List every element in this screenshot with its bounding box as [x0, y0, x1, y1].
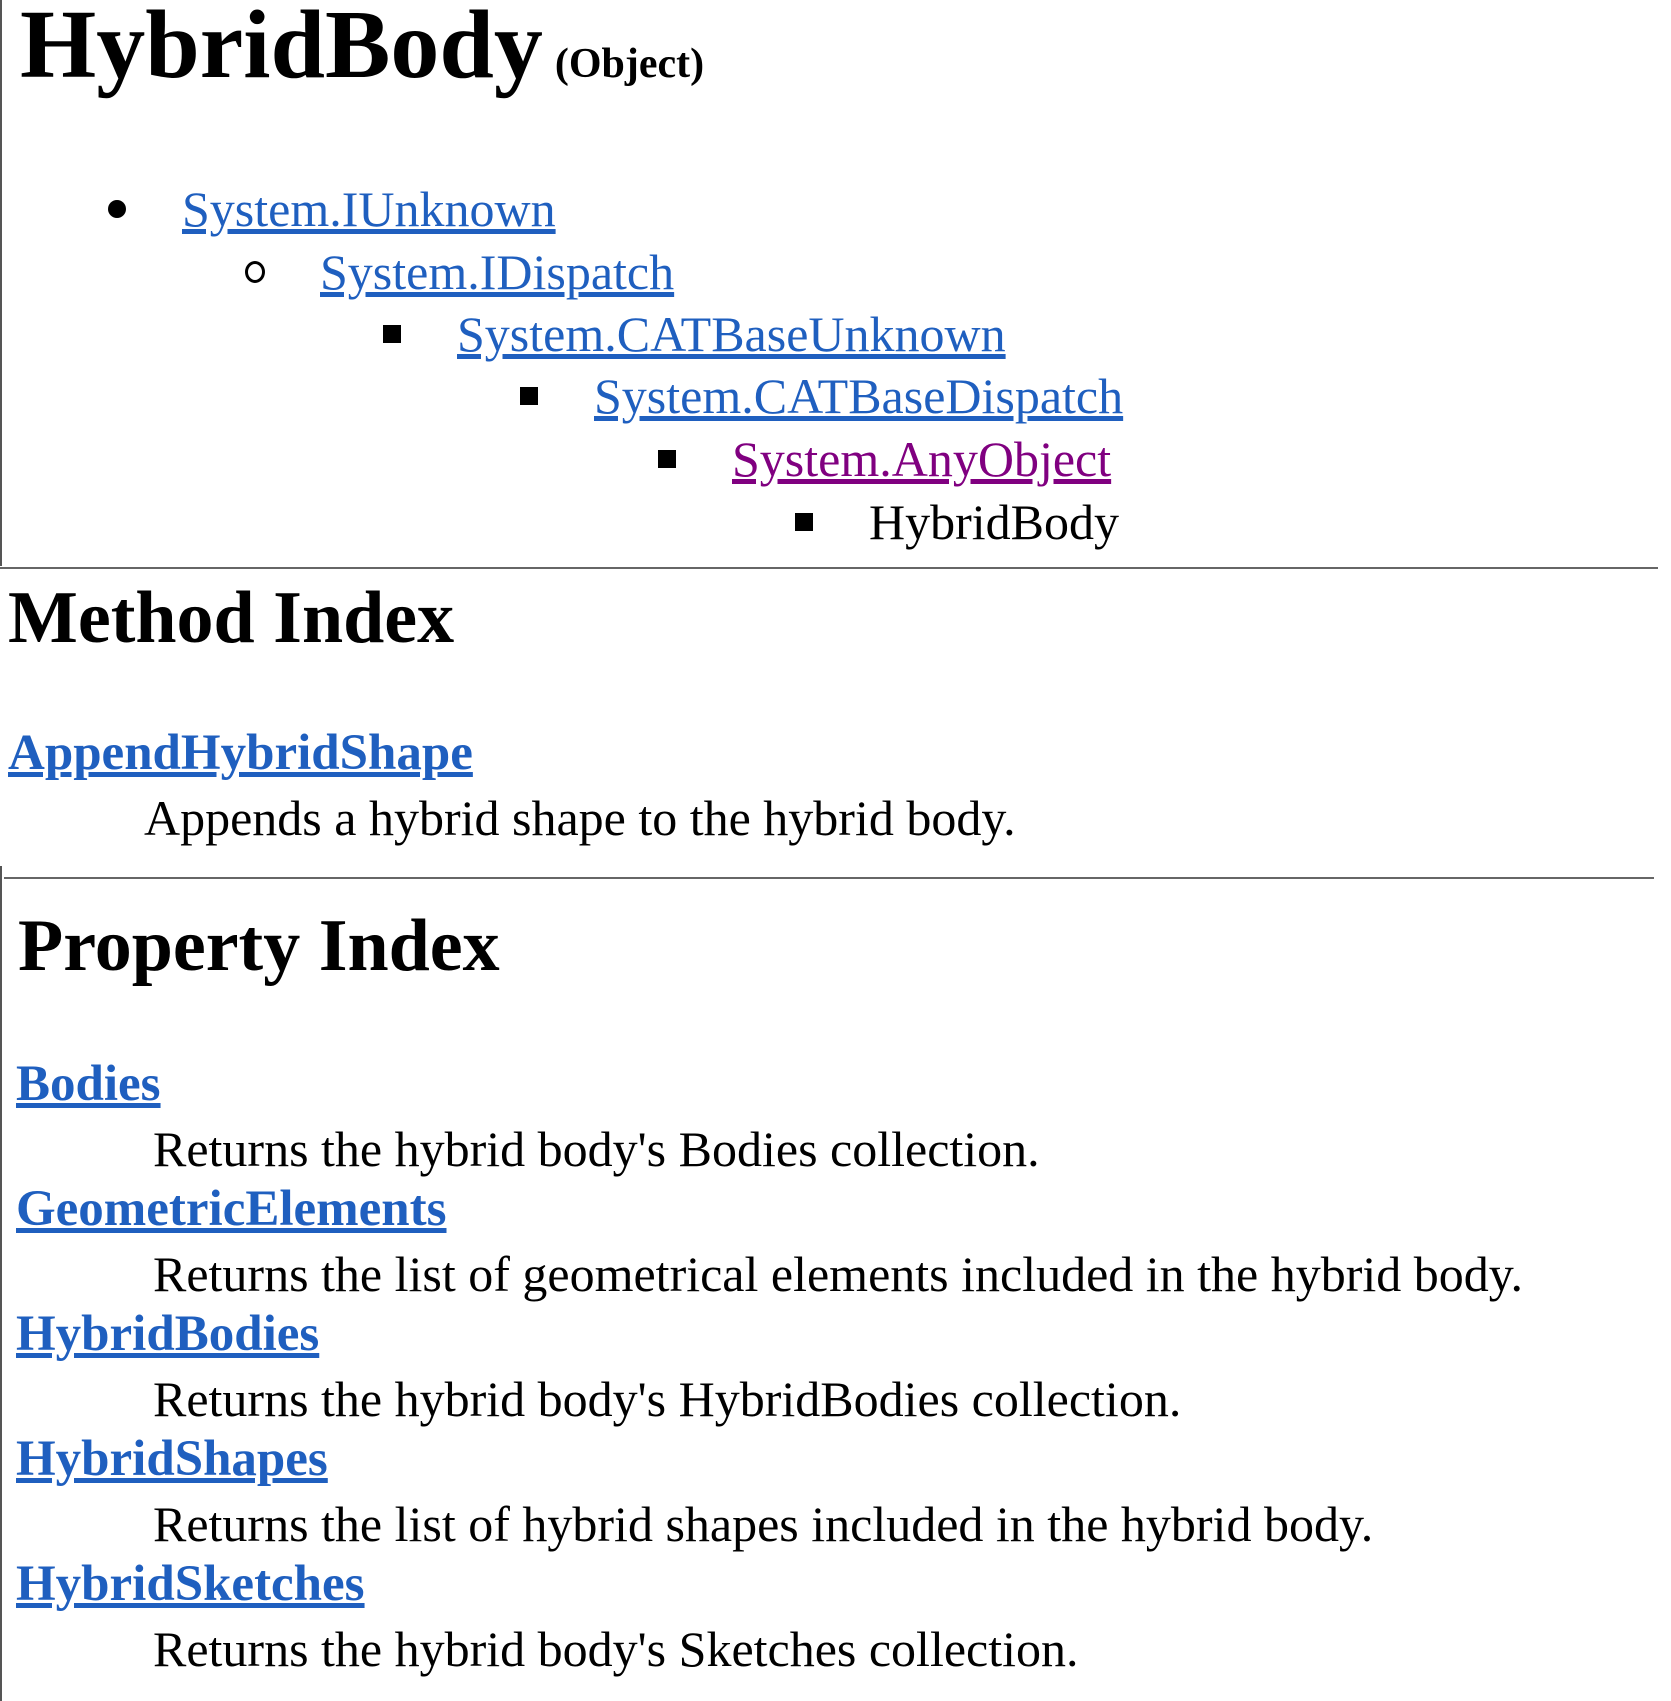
property-link-hybridshapes[interactable]: HybridShapes — [16, 1431, 328, 1487]
bullet-circle-icon — [245, 261, 265, 283]
link-system-catbasedispatch[interactable]: System.CATBaseDispatch — [594, 368, 1124, 424]
object-name: HybridBody — [20, 0, 543, 99]
inheritance-item-catbasedispatch — [504, 366, 1123, 426]
method-link-appendhybridshape[interactable]: AppendHybridShape — [8, 725, 473, 781]
bullet-square-icon — [383, 325, 401, 343]
header-block — [0, 0, 1660, 566]
property-description: Returns the list of hybrid shapes included in the hybrid body. — [153, 1496, 1374, 1552]
inheritance-item-hybridbody — [779, 492, 1119, 552]
inheritance-item-iunknown — [92, 179, 556, 239]
divider — [0, 567, 1658, 569]
bullet-square-icon — [658, 450, 676, 468]
property-description: Returns the hybrid body's Bodies collection. — [153, 1121, 1040, 1177]
link-system-iunknown[interactable]: System.IUnknown — [182, 181, 556, 237]
property-description: Returns the hybrid body's Sketches collection. — [153, 1621, 1079, 1677]
property-link-hybridbodies[interactable]: HybridBodies — [16, 1306, 320, 1362]
bullet-disc-icon — [108, 200, 126, 218]
property-description: Returns the hybrid body's HybridBodies collection. — [153, 1371, 1182, 1427]
property-index-heading: Property Index — [18, 905, 500, 987]
inheritance-item-anyobject — [642, 429, 1111, 489]
inheritance-item-catbaseunknown — [367, 304, 1006, 364]
current-class-label: HybridBody — [869, 494, 1119, 550]
bullet-square-icon — [520, 387, 538, 405]
property-link-hybridsketches[interactable]: HybridSketches — [16, 1556, 365, 1612]
method-description: Appends a hybrid shape to the hybrid body. — [144, 790, 1016, 846]
link-system-catbaseunknown[interactable]: System.CATBaseUnknown — [457, 306, 1006, 362]
page-title — [20, 0, 705, 99]
property-description: Returns the list of geometrical elements included in the hybrid body. — [153, 1246, 1524, 1302]
property-link-bodies[interactable]: Bodies — [16, 1056, 161, 1112]
bullet-square-icon — [795, 513, 813, 531]
method-index-heading: Method Index — [8, 577, 455, 659]
link-system-idispatch[interactable]: System.IDispatch — [320, 244, 675, 300]
property-link-geometricelements[interactable]: GeometricElements — [16, 1181, 447, 1237]
link-system-anyobject[interactable]: System.AnyObject — [732, 431, 1112, 487]
inheritance-item-idispatch — [230, 242, 674, 302]
object-kind: (Object) — [554, 41, 705, 87]
